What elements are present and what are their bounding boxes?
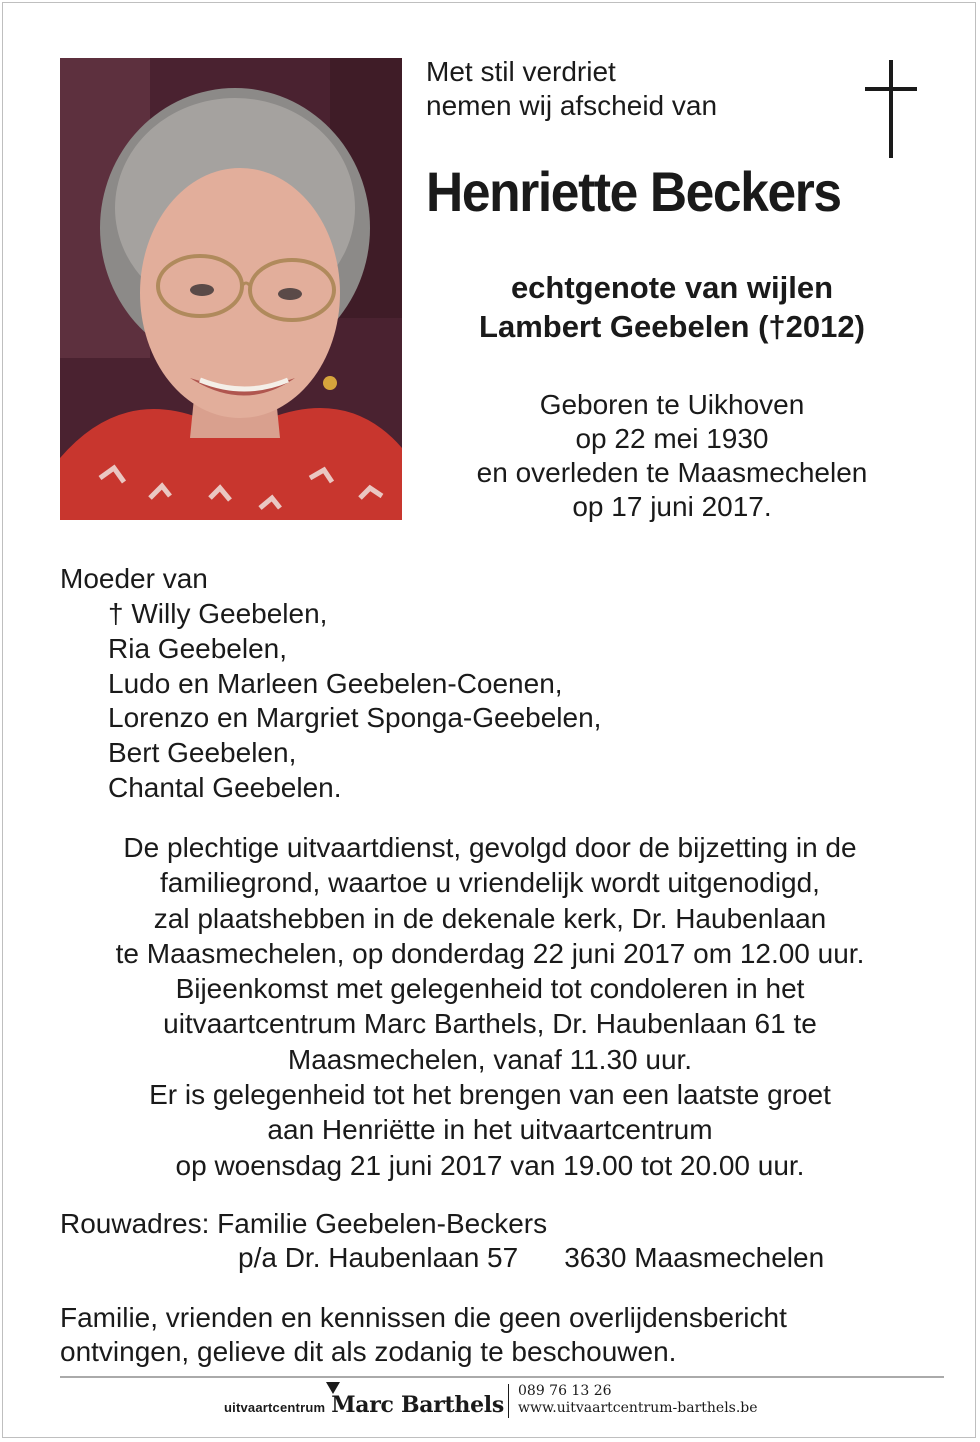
address-street: p/a Dr. Haubenlaan 57 — [238, 1242, 519, 1273]
footer-divider — [60, 1376, 944, 1378]
list-item: † Willy Geebelen, — [108, 598, 328, 629]
ceremony-line: te Maasmechelen, op donderdag 22 juni 2017 om 12.00 uur. — [115, 937, 865, 969]
deceased-name: Henriette Beckers — [426, 160, 841, 223]
intro-text — [426, 55, 717, 123]
notice-line: ontvingen, gelieve dit als zodanig te beschouwen. — [60, 1336, 677, 1367]
address-city: 3630 Maasmechelen — [564, 1242, 825, 1273]
ceremony-line: zal plaatshebben in de dekenale kerk, Dr. Haubenlaan — [153, 902, 827, 934]
intro-line: nemen wij afscheid van — [426, 90, 718, 121]
birth-death-text — [402, 388, 942, 524]
list-item: Ria Geebelen, — [108, 632, 288, 664]
list-item: Lorenzo en Margriet Sponga-Geebelen, — [108, 702, 602, 734]
ceremony-line: op woensdag 21 juni 2017 van 19.00 tot 20.00 uur. — [175, 1149, 805, 1181]
ceremony-line: Er is gelegenheid tot het brengen van een laatste groet — [149, 1079, 831, 1111]
funeral-home-logo — [224, 1392, 504, 1422]
notice-line: Familie, vrienden en kennissen die geen overlijdensbericht — [60, 1302, 787, 1333]
birth-death-line: en overleden te Maasmechelen — [476, 457, 868, 488]
ceremony-text — [40, 830, 940, 1183]
footer-separator — [508, 1384, 509, 1418]
birth-death-line: op 17 juni 2017. — [572, 491, 772, 522]
ceremony-line: aan Henriëtte in het uitvaartcentrum — [267, 1114, 713, 1146]
latin-cross-icon — [860, 60, 922, 160]
mourning-address: Rouwadres: Familie Geebelen-Beckers — [60, 1208, 548, 1239]
notice-text — [60, 1301, 787, 1369]
children-title: Moeder van — [60, 563, 208, 594]
footer-phone: 089 76 13 26 — [518, 1383, 612, 1399]
birth-death-line: Geboren te Uikhoven — [539, 389, 805, 420]
ceremony-line: Maasmechelen, vanaf 11.30 uur. — [287, 1043, 693, 1075]
spouse-line: Lambert Geebelen (†2012) — [479, 309, 865, 344]
spouse-text — [402, 268, 942, 346]
ceremony-line: Bijeenkomst met gelegenheid tot condoleren in het — [175, 973, 805, 1005]
ceremony-line: uitvaartcentrum Marc Barthels, Dr. Haubenlaan 61 te — [163, 1008, 817, 1040]
logo-small-text: uitvaartcentrum — [224, 1400, 326, 1415]
intro-line: Met stil verdriet — [426, 56, 616, 87]
children-list — [108, 597, 601, 806]
birth-death-line: op 22 mei 1930 — [575, 423, 769, 454]
spouse-line: echtgenote van wijlen — [510, 270, 834, 305]
ceremony-line: De plechtige uitvaartdienst, gevolgd door de bijzetting in de — [123, 832, 857, 863]
logo-brand-name: Marc Barthels — [331, 1392, 504, 1418]
list-item: Chantal Geebelen. — [108, 771, 342, 803]
footer-website: www.uitvaartcentrum-barthels.be — [518, 1400, 758, 1416]
footer-contact — [518, 1383, 758, 1417]
mourning-address-street — [238, 1241, 824, 1275]
list-item: Bert Geebelen, — [108, 737, 297, 769]
ceremony-line: familiegrond, waartoe u vriendelijk wordt uitgenodigd, — [160, 867, 820, 899]
list-item: Ludo en Marleen Geebelen-Coenen, — [108, 667, 563, 699]
portrait-photo — [60, 58, 402, 520]
